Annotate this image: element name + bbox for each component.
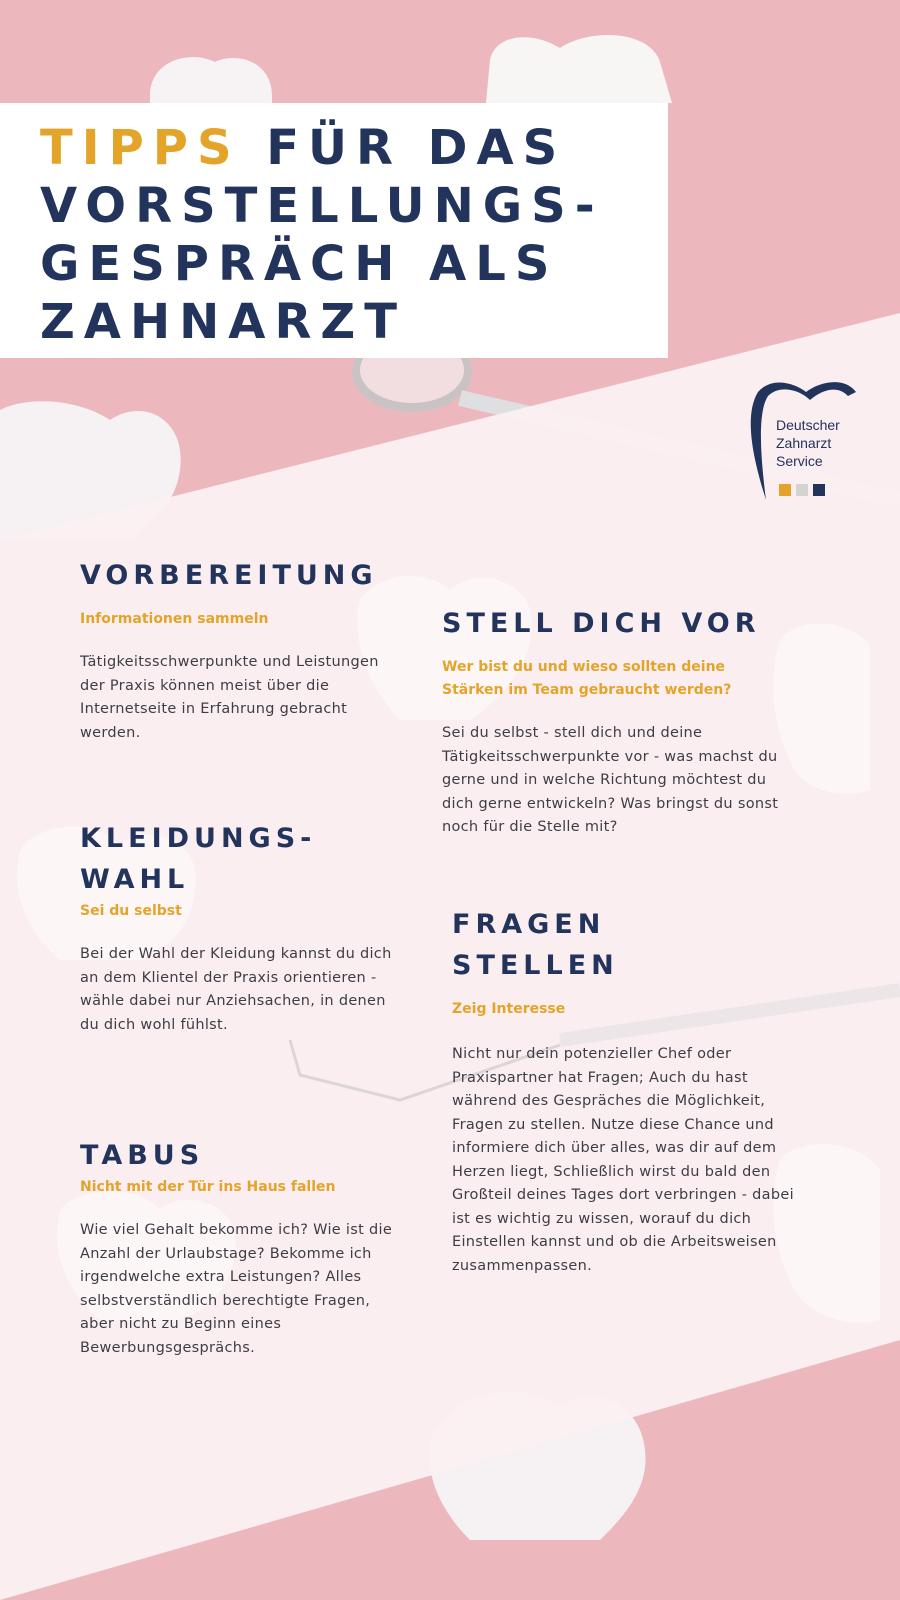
title-line-1-rest: FÜR DAS [240,120,567,176]
section-title-line-2: STELLEN [452,950,619,981]
logo-text-line-1: Deutscher [776,417,840,433]
section-fragen-stellen [452,904,802,1278]
tooth-decoration-top-right [486,35,672,103]
logo [744,378,868,518]
section-body: Bei der Wahl der Kleidung kannst du dich an dem Klientel der Praxis orientieren - wähle dabei nur Anziehsachen, in denen du dich wohl fühlst. [80,946,392,1033]
section-subtitle: Informationen sammeln [80,611,269,627]
section-body: Wie viel Gehalt bekomme ich? Wie ist die Anzahl der Urlaubstage? Bekomme ich irgendwelche extra Leistungen? Alles selbstverständlich berechtigte Fragen, aber nicht zu Beginn eines Bewerbungsgesprächs. [80,1222,393,1356]
section-body: Nicht nur dein potenzieller Chef oder Praxispartner hat Fragen; Auch du hast während des Gespräches die Möglichkeit, Fragen zu stellen. Nutze diese Chance und informiere dich über alles, was dir auf dem Herzen liegt, Schließlich wirst du bald den Großteil deines Tages dort verbringen - dabei ist es wichtig zu wissen, worauf du dich Einstellen kannst und ob die Arbeitsweisen zusammenpassen. [452,1046,794,1274]
page-title-line-1 [40,119,668,177]
section-title: STELL DICH VOR [442,608,761,639]
section-title-line-1: KLEIDUNGS- [80,823,317,854]
section-title: VORBEREITUNG [80,560,378,591]
title-card [0,103,668,358]
section-vorbereitung [80,555,410,745]
page-title-line-3: GESPRÄCH ALS [40,236,559,292]
section-title-line-1: FRAGEN [452,909,606,940]
section-title-line-2: WAHL [80,864,190,895]
tooth-decoration-top-left [150,57,272,103]
section-kleidungswahl [80,818,410,1037]
section-body: Tätigkeitsschwerpunkte und Leistungen der Praxis können meist über die Internetseite in Erfahrung gebracht werden. [80,654,379,741]
logo-square-grey [796,484,808,496]
logo-text-line-2: Zahnarzt [776,435,832,451]
logo-color-squares [779,484,825,496]
page-title-line-2: VORSTELLUNGS- [40,178,604,234]
section-subtitle: Nicht mit der Tür ins Haus fallen [80,1179,336,1195]
title-accent: TIPPS [40,120,241,176]
section-subtitle: Zeig Interesse [452,1001,566,1017]
section-tabus [80,1135,410,1360]
page-title-line-4: ZAHNARZT [40,294,406,350]
logo-square-navy [813,484,825,496]
section-title: TABUS [80,1140,205,1171]
section-subtitle: Sei du selbst [80,903,182,919]
section-body: Sei du selbst - stell dich und deine Tätigkeitsschwerpunkte vor - was machst du gerne und in welche Richtung möchtest du dich gerne entwickeln? Was bringst du sonst noch für die Stelle mit? [442,725,779,835]
logo-text [776,416,840,470]
logo-text-line-3: Service [776,453,823,469]
section-stell-dich-vor [442,603,802,840]
section-subtitle: Wer bist du und wieso sollten deine Stärken im Team gebraucht werden? [442,659,732,698]
logo-square-gold [779,484,791,496]
